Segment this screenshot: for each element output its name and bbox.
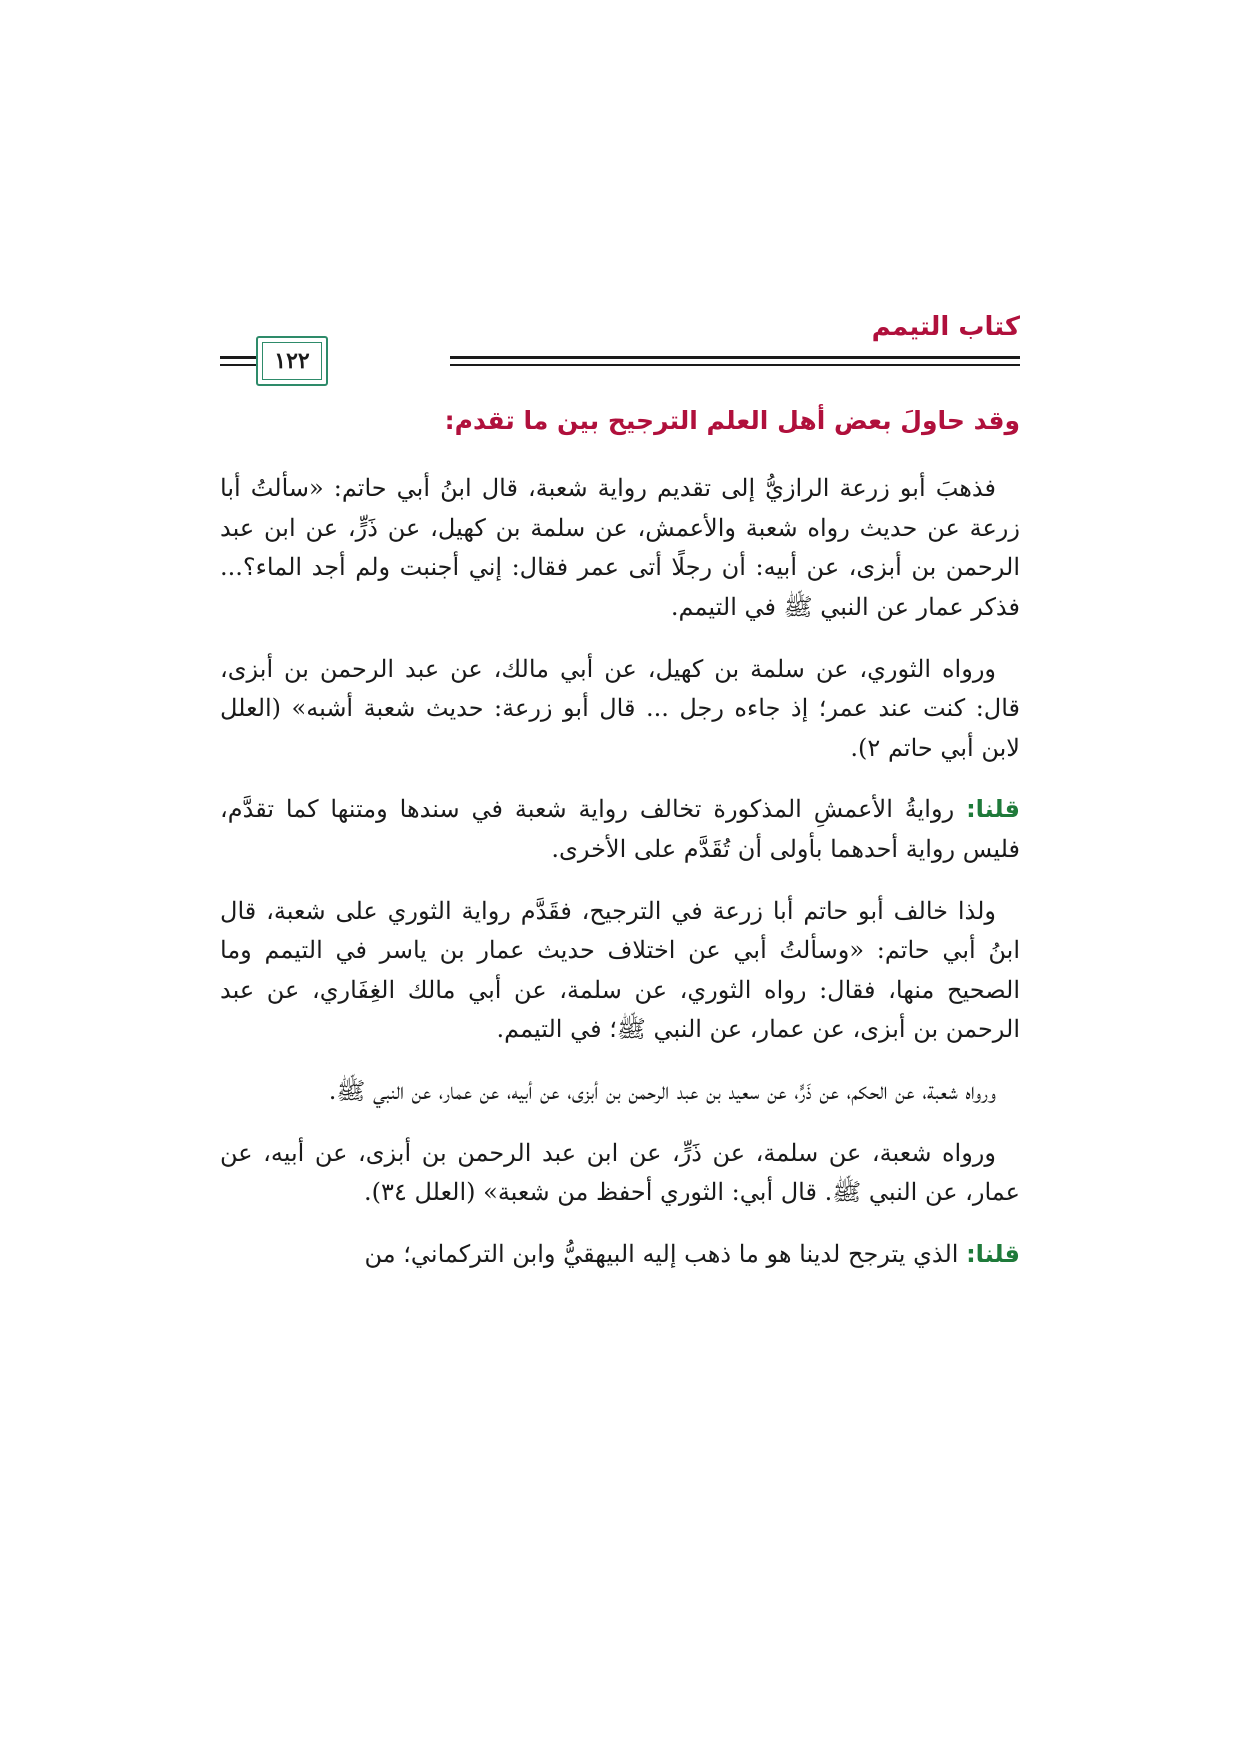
paragraph: ورواه شعبة، عن سلمة، عن ذَرٍّ، عن ابن عبد الرحمن بن أبزى، عن أبيه، عن عمار، عن النبي ﷺ. قال أبي: الثوري أحفظ من شعبة» (العلل ٣٤). <box>220 1138 1020 1207</box>
paragraph-text: الذي يترجح لدينا هو ما ذهب إليه البيهقيُّ وابن التركماني؛ من <box>364 1239 959 1268</box>
header-rule-bottom <box>450 364 1020 366</box>
section-heading: وقد حاولَ بعض أهل العلم الترجيح بين ما تقدم: <box>444 406 1020 435</box>
paragraph: ورواه شعبة، عن الحكم، عن ذَرٍّ، عن سعيد بن عبد الرحمن بن أبزى، عن أبيه، عن عمار، عن النبي ﷺ. <box>328 1076 996 1105</box>
header-rule-top <box>450 356 1020 359</box>
header-rule-left-bottom <box>220 364 256 366</box>
page-number-badge <box>256 336 328 386</box>
book-title: كتاب التيمم <box>871 312 1020 342</box>
paragraph: ولذا خالف أبو حاتم أبا زرعة في الترجيح، فقَدَّم رواية الثوري على شعبة، قال ابنُ أبي حاتم: «وسألتُ أبي عن اختلاف حديث عمار بن ياسر في التيمم وما الصحيح منها، فقال: رواه الثوري، عن سلمة، عن أبي مالك الغِفَاري، عن عبد الرحمن بن أبزى، عن عمار، عن النبي ﷺ؛ في التيمم. <box>220 896 1020 1044</box>
paragraph-text: روايةُ الأعمشِ المذكورة تخالف رواية شعبة في سندها ومتنها كما تقدَّم، فليس رواية أحدهما بأولى أن تُقَدَّم على الأخرى. <box>220 795 1020 863</box>
page-header <box>220 312 1020 392</box>
qulna-label: قلنا: <box>966 795 1020 824</box>
page-number: ١٢٢ <box>274 348 310 374</box>
qulna-label: قلنا: <box>966 1239 1020 1268</box>
paragraph: ورواه الثوري، عن سلمة بن كهيل، عن أبي مالك، عن عبد الرحمن بن أبزى، قال: كنت عند عمر؛ إذ جاءه رجل ... قال أبو زرعة: حديث شعبة أشبه» (العلل لابن أبي حاتم ٢). <box>220 654 1020 762</box>
paragraph <box>220 790 1020 869</box>
paragraph: فذهبَ أبو زرعة الرازيُّ إلى تقديم رواية شعبة، قال ابنُ أبي حاتم: «سألتُ أبا زرعة عن حديث رواه شعبة والأعمش، عن سلمة بن كهيل، عن ذَرٍّ، عن ابن عبد الرحمن بن أبزى، عن أبيه: أن رجلًا أتى عمر فقال: إني أجنبت ولم أجد الماء؟... فذكر عمار عن النبي ﷺ في التيمم. <box>220 474 1020 622</box>
header-rule-left-top <box>220 356 256 359</box>
paragraph <box>220 1235 1020 1275</box>
page-body <box>220 400 1020 1296</box>
